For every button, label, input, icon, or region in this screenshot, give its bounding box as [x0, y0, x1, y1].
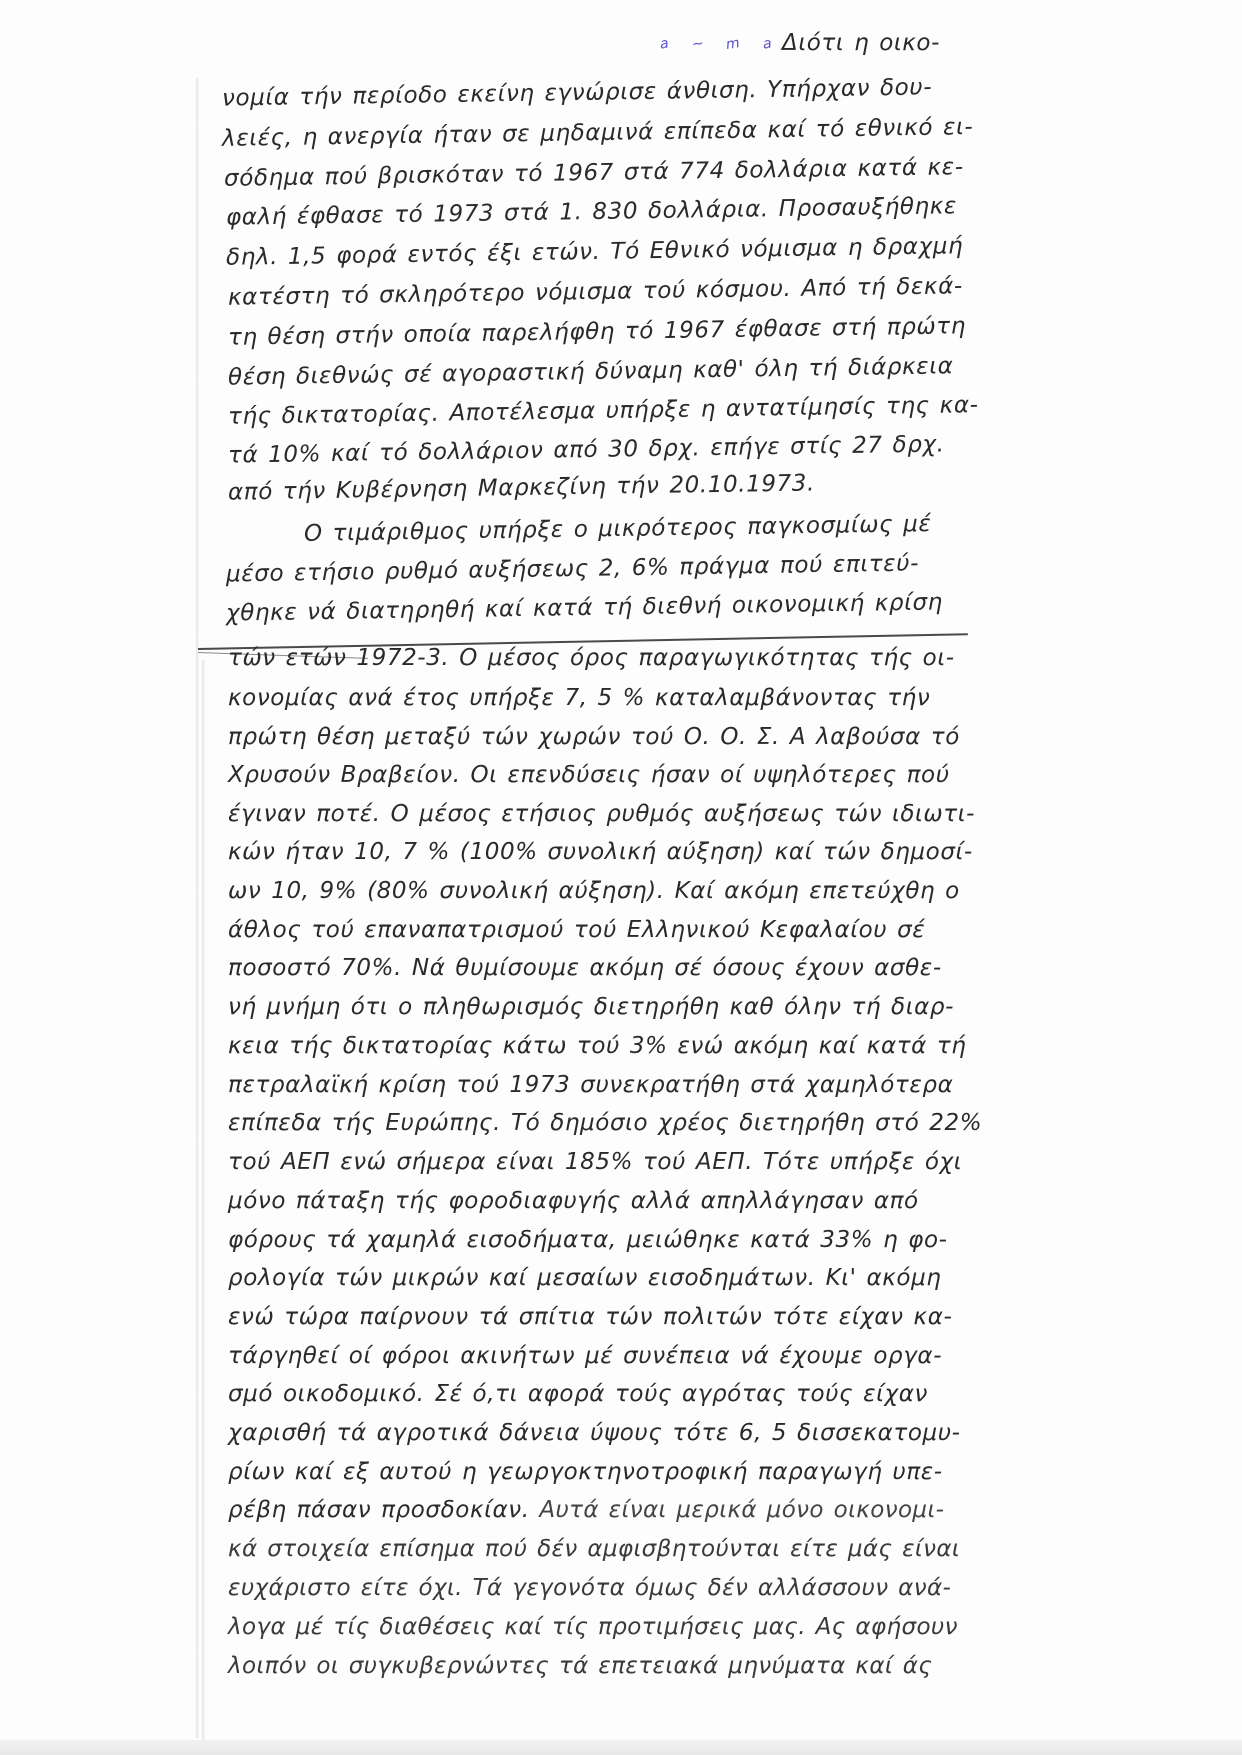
text-line: ευχάριστο είτε όχι. Τά γεγονότα όμως δέν αλλάσσουν ανά- [228, 1575, 952, 1601]
text-line: από τήν Κυβέρνηση Μαρκεζίνη τήν 20.10.1973. [227, 470, 816, 506]
text-line: ποσοστό 70%. Νά θυμίσουμε ακόμη σέ όσους έχουν ασθε- [228, 955, 942, 981]
text-line: ων 10, 9% (80% συνολική αύξηση). Καί ακόμη επετεύχθη ο [228, 878, 960, 904]
text-line: μέσο ετήσιο ρυθμό αυξήσεως 2, 6% πράγμα πού επιτεύ- [225, 550, 920, 588]
text-line: θέση διεθνώς σέ αγοραστική δύναμη καθ' όλη τή διάρκεια [227, 353, 954, 391]
text-line-mixed [228, 1497, 944, 1523]
mark: a [761, 35, 774, 53]
text-line: τη θέση στήν οποία παρελήφθη τό 1967 έφθασε στή πρώτη [227, 313, 967, 351]
text-line: λειές, η ανεργία ήταν σε μηδαμινά επίπεδα καί τό εθνικό ει- [221, 114, 974, 152]
text-line: κών ήταν 10, 7 % (100% συνολική αύξηση) καί τών δημοσί- [228, 839, 973, 865]
text-line: κονομίας ανά έτος υπήρξε 7, 5 % καταλαμβάνοντας τήν [228, 685, 931, 711]
text-line: Χρυσούν Βραβείον. Οι επενδύσεις ήσαν οί υψηλότερες πού [228, 762, 950, 788]
text-line: λοιπόν οι συγκυβερνώντες τά επετειακά μηνύματα καί άς [228, 1653, 933, 1679]
text-line: σόδημα πού βρισκόταν τό 1967 στά 774 δολλάρια κατά κε- [223, 154, 964, 192]
text-line: λογα μέ τίς διαθέσεις καί τίς προτιμήσεις μας. Ας αφήσουν [228, 1614, 958, 1640]
text-line: νομία τήν περίοδο εκείνη εγνώρισε άνθιση. Υπήρχαν δου- [221, 74, 933, 112]
text-line: ρολογία τών μικρών καί μεσαίων εισοδημάτων. Κι' ακόμη [228, 1265, 942, 1291]
text-line: κά στοιχεία επίσημα πού δέν αμφισβητούνται είτε μάς είναι [228, 1536, 961, 1562]
text-line: τάργηθεί οί φόροι ακινήτων μέ συνέπεια νά έχουμε οργα- [228, 1343, 943, 1369]
text-line: τών ετών 1972-3. Ο μέσος όρος παραγωγικότητας τής οι- [228, 645, 955, 671]
text-line: κεια τής δικτατορίας κάτω τού 3% ενώ ακόμη καί κατά τή [228, 1033, 967, 1059]
text-line: χθηκε νά διατηρηθή καί κατά τή διεθνή οικονομική κρίση [225, 589, 944, 627]
bold-text-segment: ρέβη πάσαν προσδοκίαν. [228, 1497, 530, 1523]
text-line: δηλ. 1,5 φορά εντός έξι ετών. Τό Εθνικό νόμισμα η δραχμή [225, 233, 964, 271]
mark: ~ [690, 35, 706, 53]
text-line: τού ΑΕΠ ενώ σήμερα είναι 185% τού ΑΕΠ. Τότε υπήρξε όχι [228, 1149, 963, 1175]
handwritten-marks [660, 36, 773, 52]
light-text-segment: Αυτά είναι μερικά μόνο οικονομι- [529, 1497, 945, 1523]
text-line: νή μνήμη ότι ο πληθωρισμός διετηρήθη καθ όλην τή διαρ- [228, 994, 954, 1020]
mark: m [725, 35, 743, 53]
text-line: κατέστη τό σκληρότερο νόμισμα τού κόσμου. Από τή δεκά- [227, 273, 963, 311]
scan-bottom-edge [0, 1740, 1242, 1755]
text-line: σμό οικοδομικό. Σέ ό,τι αφορά τούς αγρότας τούς είχαν [228, 1381, 928, 1407]
text-line: τά 10% καί τό δολλάριον από 30 δρχ. επήγε στίς 27 δρχ. [227, 431, 945, 469]
text-line: ενώ τώρα παίρνουν τά σπίτια τών πολιτών τότε είχαν κα- [228, 1304, 953, 1330]
text-line: Ο τιμάριθμος υπήρξε ο μικρότερος παγκοσμίως μέ [303, 511, 932, 547]
text-line: άθλος τού επαναπατρισμού τού Ελληνικού Κεφαλαίου σέ [228, 917, 926, 943]
clipping-edge-lower [202, 660, 205, 1740]
text-line: πρώτη θέση μεταξύ τών χωρών τού Ο. Ο. Σ. Α λαβούσα τό [228, 724, 960, 750]
text-line: πετραλαϊκή κρίση τού 1973 συνεκρατήθη στά χαμηλότερα [228, 1072, 954, 1098]
clipping-edge-upper [196, 78, 199, 1738]
text-line: μόνο πάταξη τής φοροδιαφυγής αλλά απηλλάγησαν από [228, 1188, 919, 1214]
text-line: Διότι η οικο- [782, 30, 940, 56]
text-line: φαλή έφθασε τό 1973 στά 1. 830 δολλάρια. Προσαυξήθηκε [225, 193, 958, 231]
text-line: έγιναν ποτέ. Ο μέσος ετήσιος ρυθμός αυξήσεως τών ιδιωτι- [228, 801, 975, 827]
text-line: χαρισθή τά αγροτικά δάνεια ύψους τότε 6, 5 δισσεκατομυ- [228, 1420, 961, 1446]
text-line: τής δικτατορίας. Αποτέλεσμα υπήρξε η αντατίμησίς της κα- [227, 392, 979, 430]
text-line: επίπεδα τής Ευρώπης. Τό δημόσιο χρέος διετηρήθη στό 22% [228, 1110, 983, 1136]
mark: a [658, 35, 671, 53]
text-line: φόρους τά χαμηλά εισοδήματα, μειώθηκε κατά 33% η φο- [228, 1227, 948, 1253]
text-line: ρίων καί εξ αυτού η γεωργοκτηνοτροφική παραγωγή υπε- [228, 1459, 943, 1485]
